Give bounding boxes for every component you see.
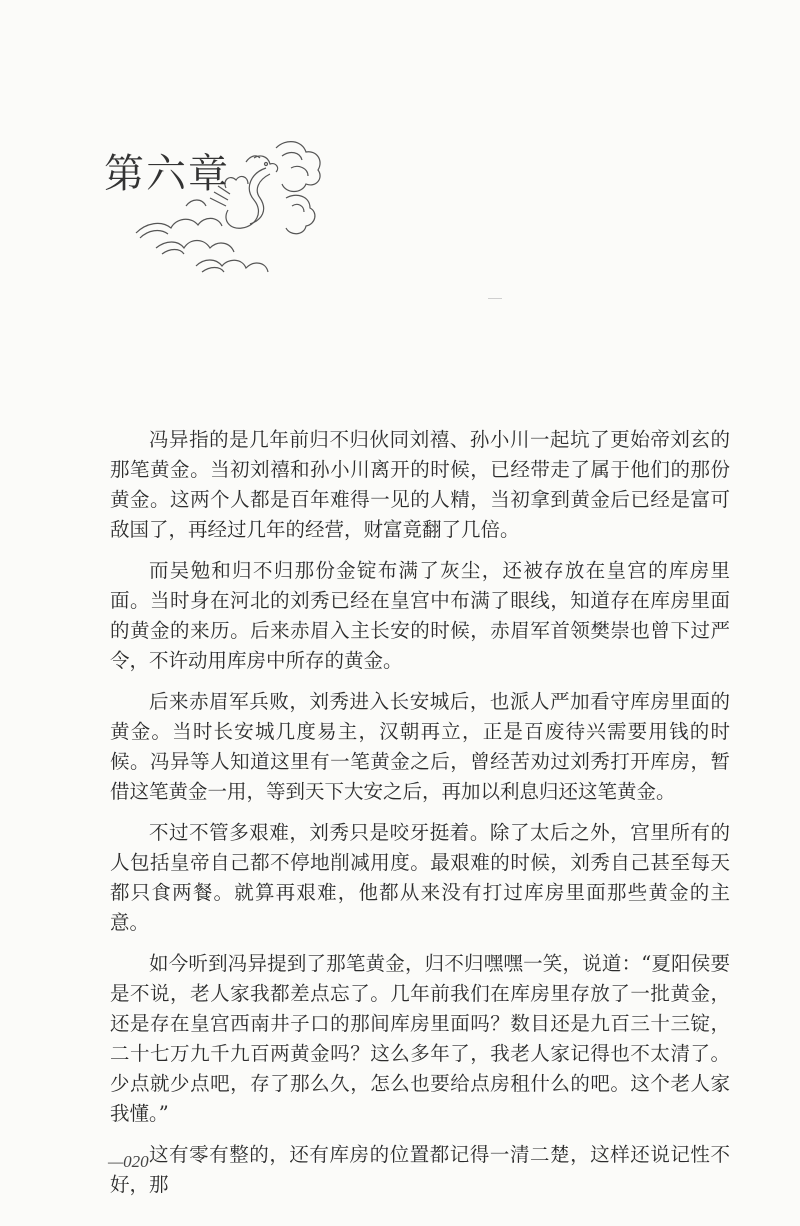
scan-speck [488,298,502,299]
paragraph: 如今听到冯异提到了那笔黄金，归不归嘿嘿一笑，说道：“夏阳侯要是不说，老人家我都差点忘了。几年前我们在库房里存放了一批黄金，还是存在皇宫西南井子口的那间库房里面吗？数目还是九百三十三锭，二十七万九千九百两黄金吗？这么多年了，我老人家记得也不太清了。少点就少点吧，存了那么久，怎么也要给点房租什么的吧。这个老人家我懂。” [110,952,730,1125]
chapter-title: 第六章 [104,151,230,197]
paragraph: 这有零有整的，还有库房的位置都记得一清二楚，这样还说记性不好，那 [110,1143,730,1196]
page-number: —020 [108,1152,149,1171]
paragraph: 不过不管多艰难，刘秀只是咬牙挺着。除了太后之外，宫里所有的人包括皇帝自己都不停地削减用度。最艰难的时候，刘秀自己甚至每天都只食两餐。就算再艰难，他都从来没有打过库房里面那些黄金的主意。 [110,821,730,934]
paragraph: 冯异指的是几年前归不归伙同刘禧、孙小川一起坑了更始帝刘玄的那笔黄金。当初刘禧和孙小川离开的时候，已经带走了属于他们的那份黄金。这两个人都是百年难得一见的人精，当初拿到黄金后已经是富可敌国了，再经过几年的经营，财富竟翻了几倍。 [110,428,730,541]
paragraph: 而吴勉和归不归那份金锭布满了灰尘，还被存放在皇宫的库房里面。当时身在河北的刘秀已经在皇宫中布满了眼线，知道存在库房里面的黄金的来历。后来赤眉入主长安的时候，赤眉军首领樊崇也曾下过严令，不许动用库房中所存的黄金。 [110,559,730,672]
paragraph: 后来赤眉军兵败，刘秀进入长安城后，也派人严加看守库房里面的黄金。当时长安城几度易主，汉朝再立，正是百废待兴需要用钱的时候。冯异等人知道这里有一笔黄金之后，曾经苦劝过刘秀打开库房，暂借这笔黄金一用，等到天下大安之后，再加以利息归还这笔黄金。 [110,690,730,803]
chapter-body [110,425,730,1211]
